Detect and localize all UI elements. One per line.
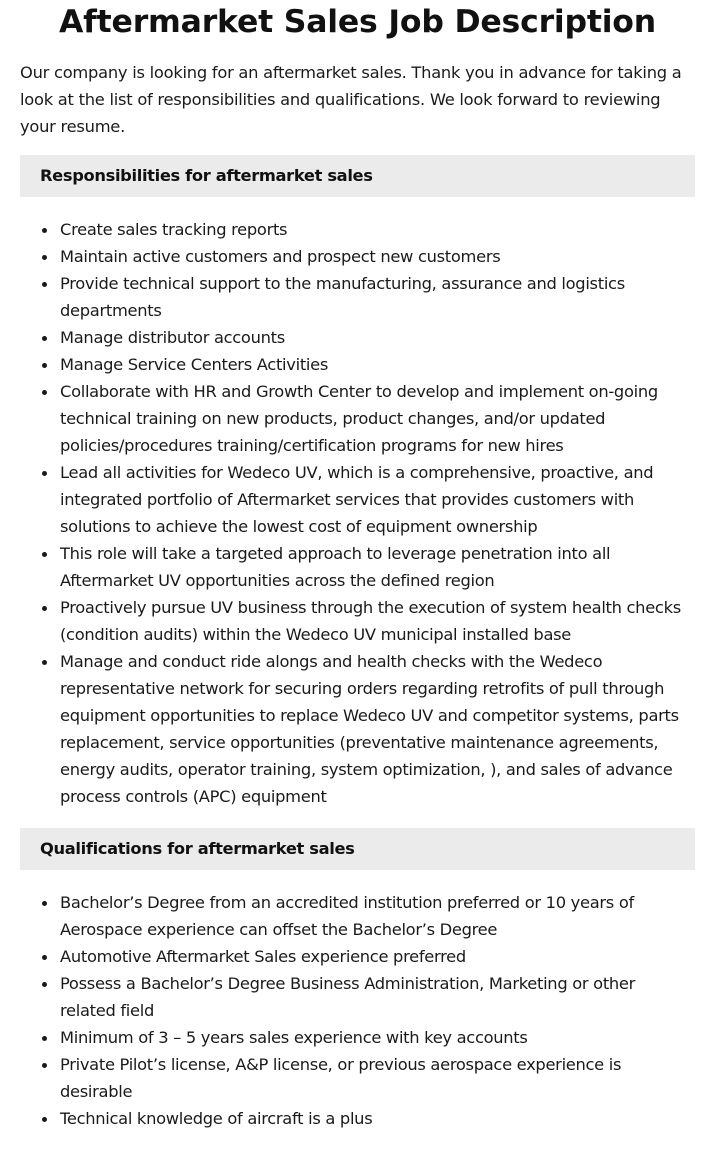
list-item: Provide technical support to the manufacturing, assurance and logistics departments — [20, 270, 695, 324]
responsibilities-heading: Responsibilities for aftermarket sales — [20, 155, 695, 197]
responsibilities-list — [20, 197, 695, 810]
list-item: Create sales tracking reports — [20, 216, 695, 243]
list-item: This role will take a targeted approach to leverage penetration into all Aftermarket UV opportunities across the defined region — [20, 540, 695, 594]
list-item: Bachelor’s Degree from an accredited institution preferred or 10 years of Aerospace experience can offset the Bachelor’s Degree — [20, 889, 695, 943]
list-item: Private Pilot’s license, A&P license, or previous aerospace experience is desirable — [20, 1051, 695, 1105]
page-title: Aftermarket Sales Job Description — [59, 4, 656, 40]
list-item: Technical knowledge of aircraft is a plus — [20, 1105, 695, 1132]
qualifications-heading: Qualifications for aftermarket sales — [20, 828, 695, 870]
list-item: Proactively pursue UV business through the execution of system health checks (condition audits) within the Wedeco UV municipal installed base — [20, 594, 695, 648]
list-item: Possess a Bachelor’s Degree Business Administration, Marketing or other related field — [20, 970, 695, 1024]
intro-paragraph: Our company is looking for an aftermarket sales. Thank you in advance for taking a look at the list of responsibilities and qualifications. We look forward to reviewing your resume. — [20, 63, 682, 136]
list-item: Minimum of 3 – 5 years sales experience with key accounts — [20, 1024, 695, 1051]
list-item: Automotive Aftermarket Sales experience preferred — [20, 943, 695, 970]
list-item: Lead all activities for Wedeco UV, which is a comprehensive, proactive, and integrated portfolio of Aftermarket services that provides customers with solutions to achieve the lowest cost of equipment ownership — [20, 459, 695, 540]
list-item: Collaborate with HR and Growth Center to develop and implement on-going technical training on new products, product changes, and/or updated policies/procedures training/certification programs for new hires — [20, 378, 695, 459]
list-item: Maintain active customers and prospect new customers — [20, 243, 695, 270]
list-item: Manage Service Centers Activities — [20, 351, 695, 378]
qualifications-list — [20, 870, 695, 1132]
list-item: Manage and conduct ride alongs and health checks with the Wedeco representative network for securing orders regarding retrofits of pull through equipment opportunities to replace Wedeco UV and competitor systems, parts replacement, service opportunities (preventative maintenance agreements, energy audits, operator training, system optimization, ), and sales of advance process controls (APC) equipment — [20, 648, 695, 810]
list-item: Manage distributor accounts — [20, 324, 695, 351]
